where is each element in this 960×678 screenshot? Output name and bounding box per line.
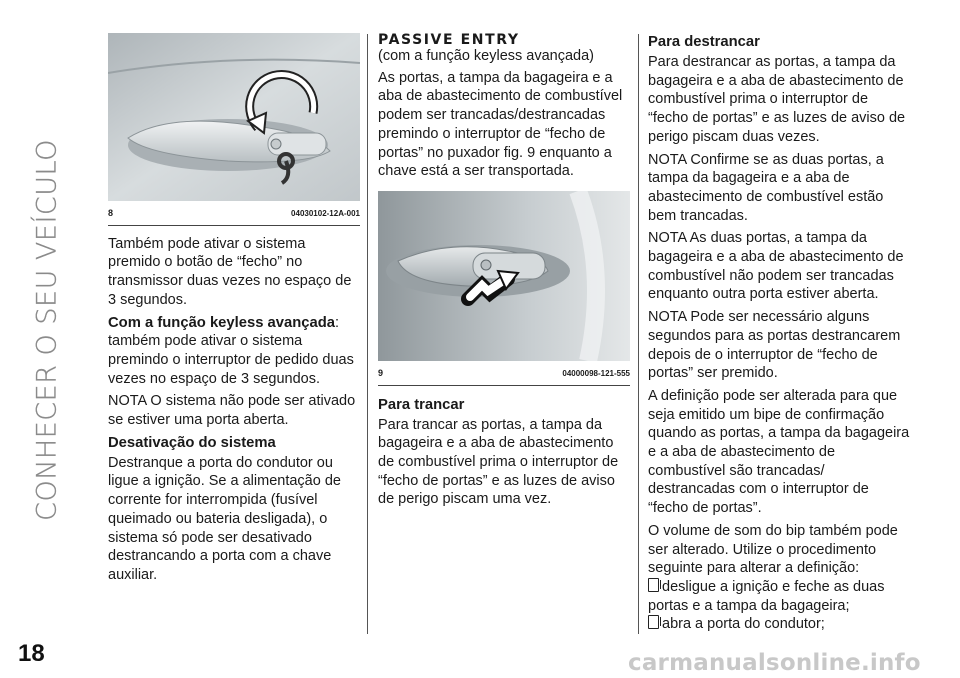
paragraph: Para trancar as portas, a tampa da bagageira e a aba de abastecimento de combustível prima o interruptor de “fecho de portas” e as luzes de aviso de perigo piscam uma vez.	[378, 416, 619, 508]
figure-number: 9	[378, 367, 384, 378]
paragraph: Destranque a porta do condutor ou ligue a ignição. Se a alimentação de corrente for interrompida (fusível queimado ou bateria desligada), o sistema só pode ser desativado destrancando a porta com a chave auxiliar.	[108, 454, 341, 583]
chapter-title: CONHECER O SEU VEÍCULO	[31, 139, 63, 521]
paragraph: Também pode ativar o sistema premido o botão de “fecho” no transmissor duas vezes no espaço de 3 segundos.	[108, 235, 352, 308]
figure-9-image	[378, 191, 630, 361]
column-divider	[638, 34, 639, 634]
bullet-icon	[648, 578, 659, 592]
section-subtitle: (com a função keyless avançada)	[378, 48, 594, 64]
note: NOTA O sistema não pode ser ativado se estiver uma porta aberta.	[108, 393, 356, 429]
section-heading: Para destrancar	[648, 34, 760, 50]
note: NOTA As duas portas, a tampa da bagageira e a aba de abastecimento de combustível não podem ser trancadas enquanto outra porta estiver aberta.	[648, 230, 904, 303]
paragraph: As portas, a tampa da bagageira e a aba de abastecimento de combustível podem ser trancadas/destrancadas premindo o interruptor de “fecho de portas” no puxador fig. 9 enquanto a chave está a ser transportada.	[378, 69, 623, 180]
list-item	[648, 615, 910, 634]
watermark: carmanualsonline.info	[628, 650, 921, 676]
figure-9-caption	[378, 364, 630, 386]
section-title: PASSIVE ENTRY	[378, 32, 520, 48]
paragraph: Para destrancar as portas, a tampa da bagageira e a aba de abastecimento de combustível prima o interruptor de “fecho de portas” e as luzes de aviso de perigo piscam duas vezes.	[648, 54, 906, 145]
column-divider	[367, 34, 368, 634]
figure-8-image	[108, 33, 360, 201]
section-heading: Desativação do sistema	[108, 434, 276, 451]
list-item-text: abra a porta do condutor;	[662, 616, 825, 633]
note: NOTA Pode ser necessário alguns segundos para as portas destrancarem depois de o interruptor de “fecho de portas” ser premido.	[648, 309, 901, 382]
list-item-text: desligue a ignição e feche as duas portas e a tampa da bagageira;	[648, 578, 885, 614]
section-heading: Para trancar	[378, 396, 465, 413]
page-number: 18	[18, 640, 45, 667]
figure-number: 8	[108, 208, 114, 218]
bold-lead: Com a função keyless avançada	[108, 314, 335, 331]
paragraph-text: : também pode ativar o sistema premindo o interruptor de pedido duas vezes no espaço de 3 segundos.	[108, 314, 354, 387]
column-2	[378, 33, 630, 513]
figure-8-caption	[108, 204, 360, 226]
column-3	[648, 33, 910, 638]
figure-code: 04000098-121-555	[562, 368, 630, 378]
figure-code: 04030102-12A-001	[291, 209, 360, 218]
list-item	[648, 578, 910, 615]
column-1	[108, 33, 360, 589]
paragraph: O volume de som do bip também pode ser alterado. Utilize o procedimento seguinte para alterar a definição:	[648, 522, 898, 577]
paragraph: A definição pode ser alterada para que seja emitido um bipe de confirmação quando as portas, a tampa da bagageira e a aba de abastecimento de combustível são trancadas/ destrancadas com o interruptor de “fecho de portas”.	[648, 387, 910, 517]
note: NOTA Confirme se as duas portas, a tampa da bagageira e a aba de abastecimento de combustível estão bem trancadas.	[648, 151, 884, 224]
paragraph	[108, 314, 360, 389]
bullet-icon	[648, 615, 659, 629]
